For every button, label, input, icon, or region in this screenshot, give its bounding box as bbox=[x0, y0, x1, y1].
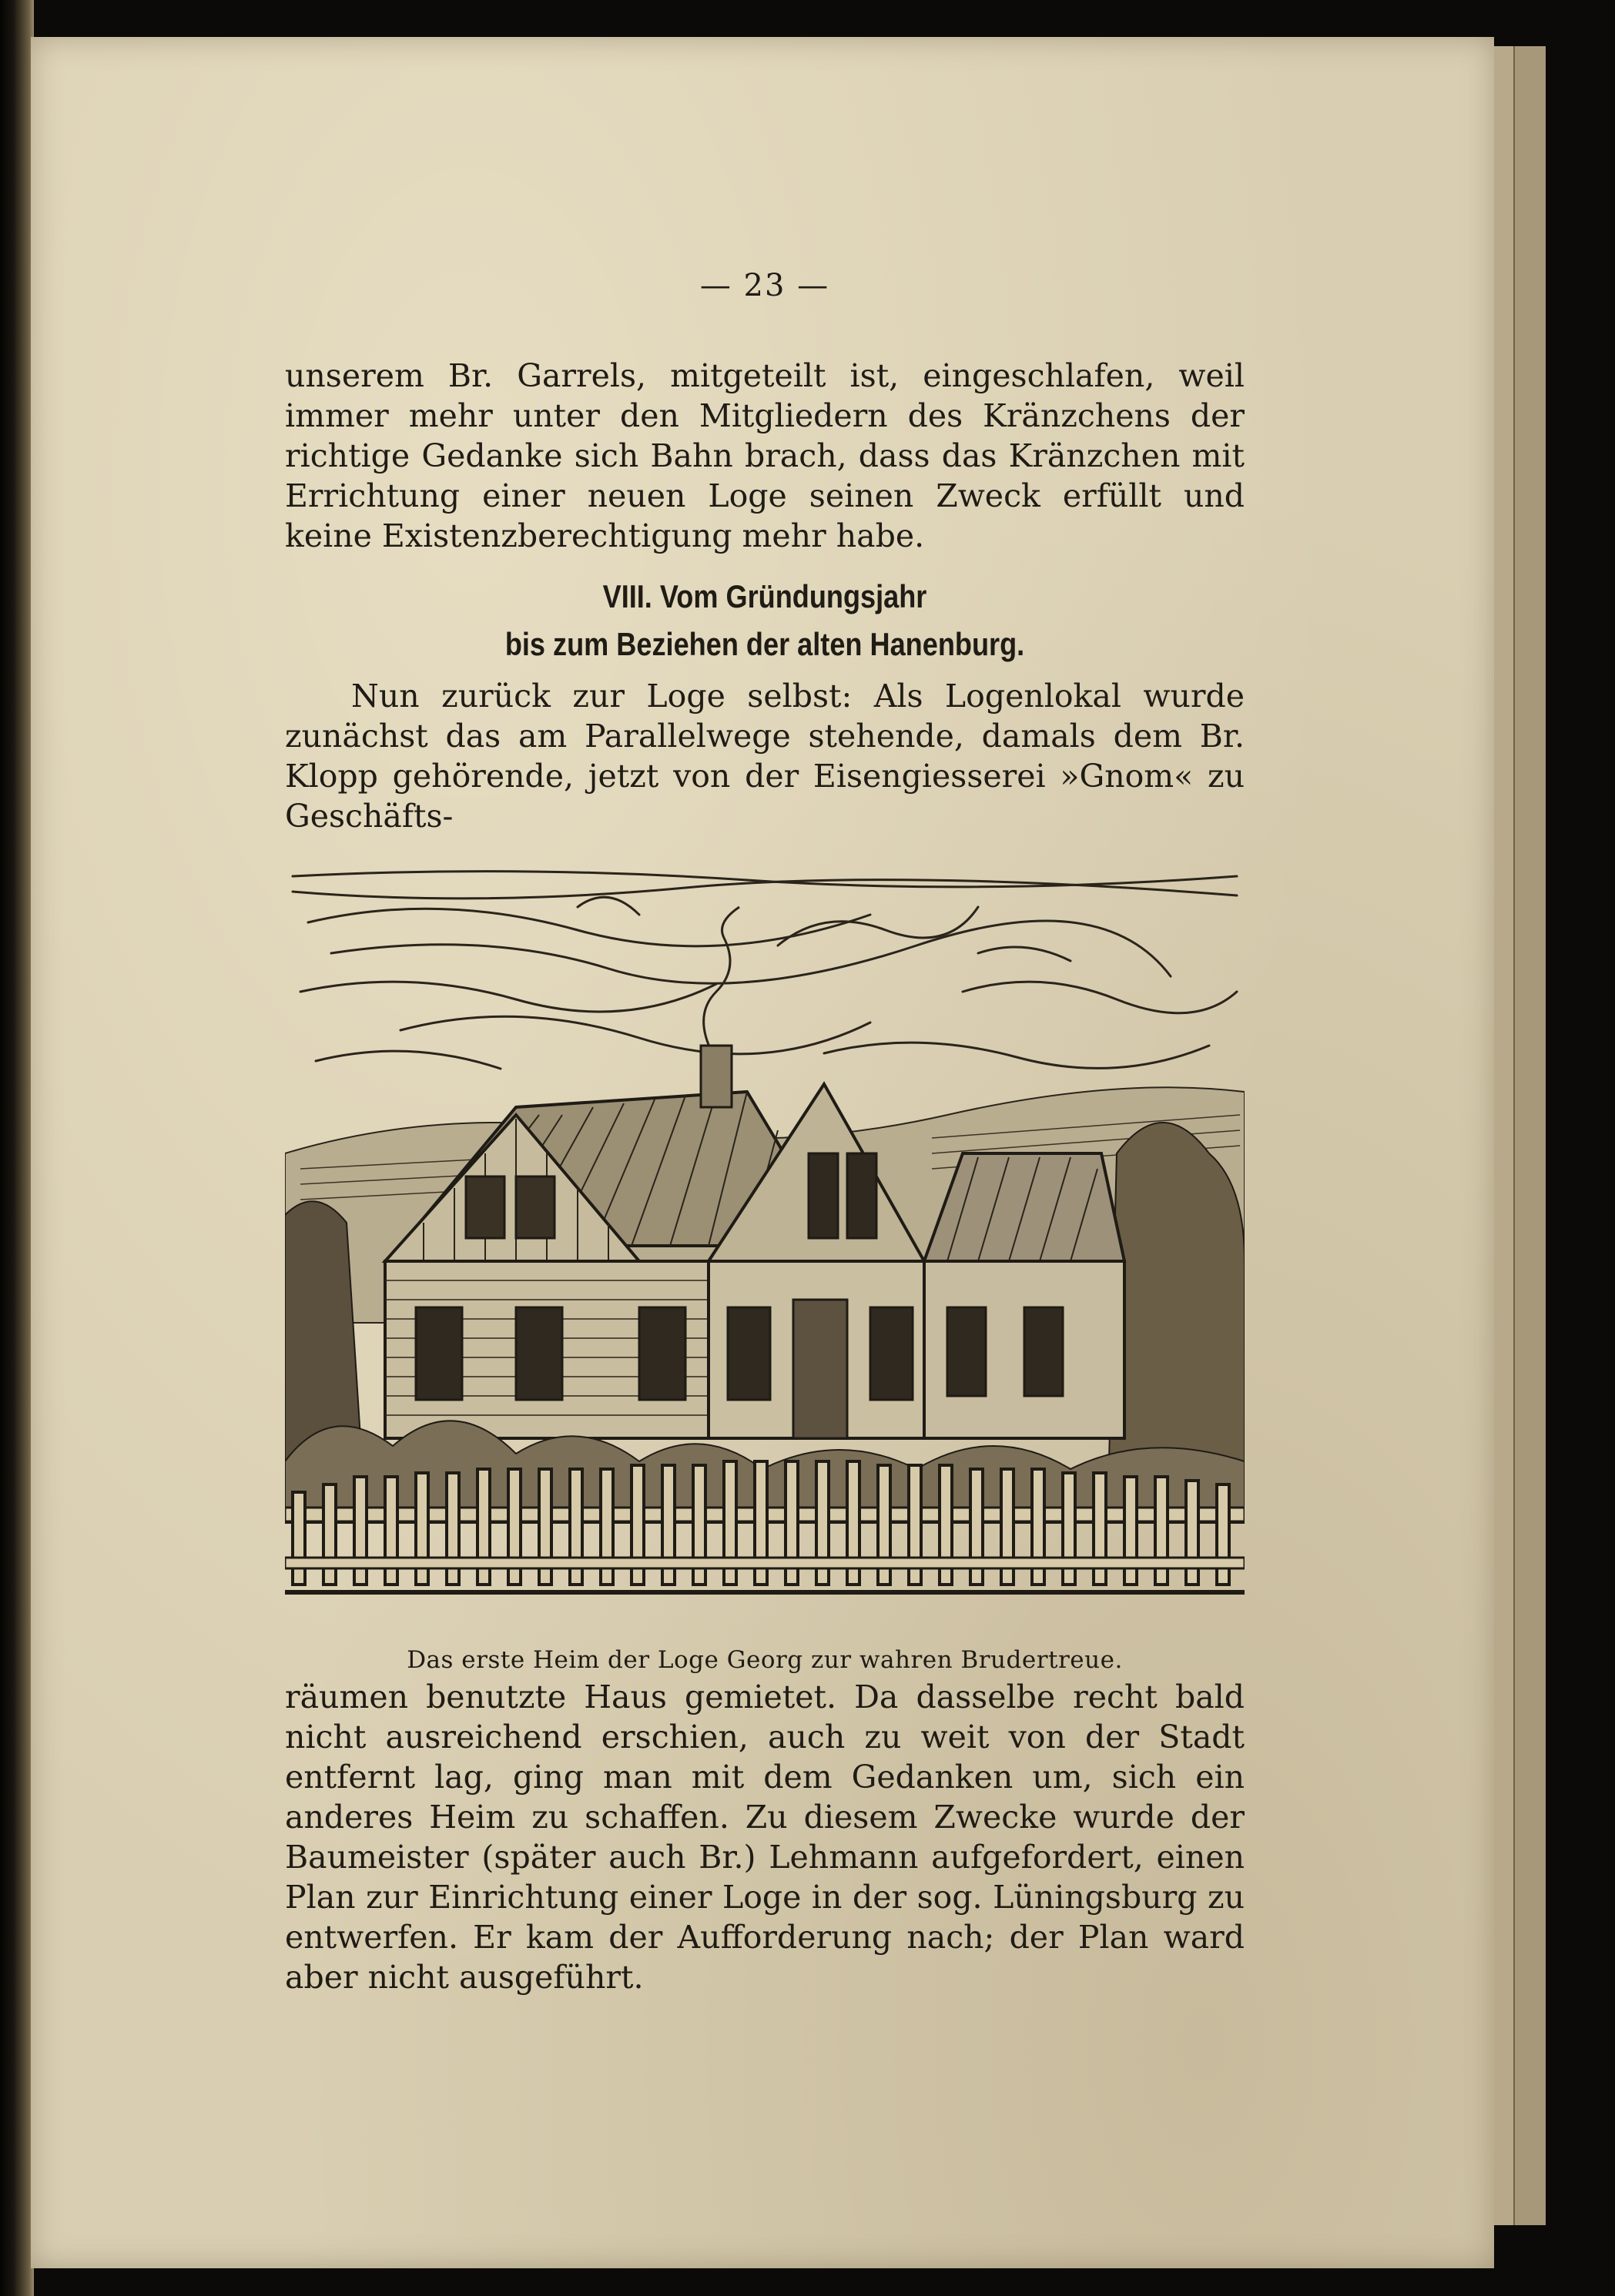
paragraph-chapter-start: Nun zurück zur Loge selbst: Als Logenlokal wurde zunächst das am Parallelwege stehende, damals dem Br. Klopp gehörende, jetzt von der Eisengiesserei »Gnom« zu Geschäfts- bbox=[285, 678, 1245, 835]
scan-edge bbox=[0, 0, 34, 2296]
house-illustration bbox=[285, 861, 1245, 1600]
book-page bbox=[31, 37, 1494, 2268]
chapter-subheading: bis zum Beziehen der alten Hanenburg. bbox=[504, 626, 1025, 662]
paragraph-opening: unserem Br. Garrels, mitgeteilt ist, eingeschlafen, weil immer mehr unter den Mitgliedern des Kränzchens der richtige Gedanke sich Bahn brach, dass das Kränzchen mit Errichtung einer neuen Loge seinen Zweck erfüllt und keine Existenzberechtigung mehr habe. bbox=[285, 357, 1245, 554]
paragraph-continuation: räumen benutzte Haus gemietet. Da dasselbe recht bald nicht ausreichend erschien, auch zu weit von der Stadt entfernt lag, ging man mit dem Gedanken um, sich ein anderes Heim zu schaffen. Zu diesem Zwecke wurde der Baumeister (später auch Br.) Lehmann aufgefordert, einen Plan zur Einrichtung einer Loge in der sog. Lüningsburg zu entwerfen. Er kam der Aufforderung nach; der Plan ward aber nicht ausgeführt. bbox=[285, 1678, 1245, 1996]
house-engraving-svg bbox=[285, 861, 1245, 1600]
page-stack-edge-outer bbox=[1513, 46, 1546, 2225]
chapter-heading: VIII. Vom Gründungsjahr bbox=[602, 578, 927, 614]
figure-caption: Das erste Heim der Loge Georg zur wahren Brudertreue. bbox=[407, 1646, 1123, 1674]
page-number: — 23 — bbox=[699, 268, 830, 303]
